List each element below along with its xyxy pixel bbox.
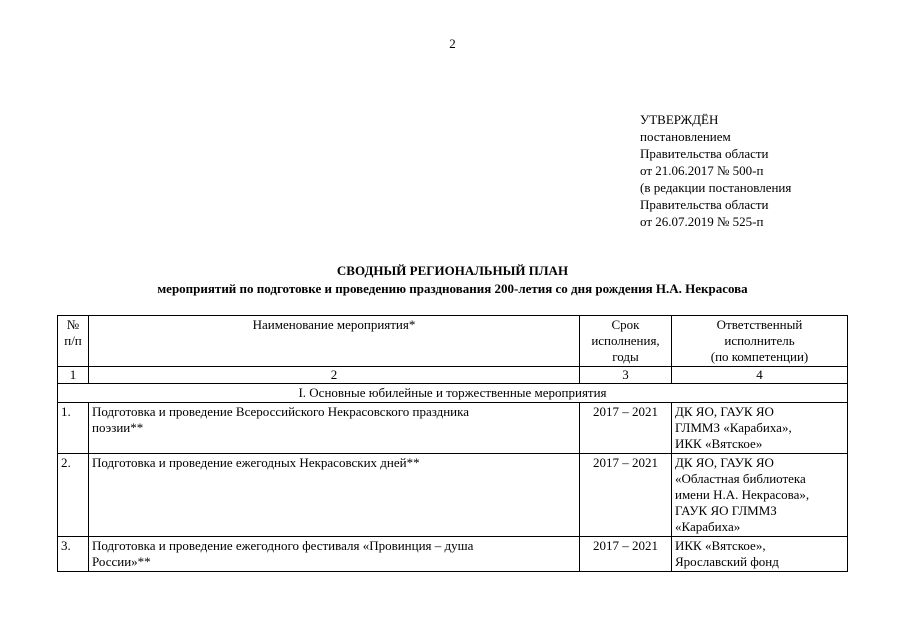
executor-line: ИКК «Вятское», bbox=[675, 538, 766, 553]
event-executor bbox=[672, 403, 848, 454]
section-title: I. Основные юбилейные и торжественные мероприятия bbox=[58, 384, 848, 403]
document-title: СВОДНЫЙ РЕГИОНАЛЬНЫЙ ПЛАН bbox=[336, 263, 569, 278]
executor-line: ДК ЯО, ГАУК ЯО bbox=[675, 455, 774, 470]
page-number: 2 bbox=[449, 36, 456, 51]
header-text: Наименование мероприятия* bbox=[252, 317, 416, 332]
row-number: 1. bbox=[58, 403, 89, 454]
column-number: 2 bbox=[89, 367, 580, 384]
executor-line: Ярославский фонд bbox=[675, 554, 779, 569]
executor-line: ГЛММЗ «Карабиха», bbox=[675, 420, 792, 435]
executor-line: «Карабиха» bbox=[675, 519, 741, 534]
event-term: 2017 – 2021 bbox=[580, 454, 672, 537]
table-row bbox=[58, 454, 848, 537]
approval-line: (в редакции постановления bbox=[640, 180, 792, 195]
executor-line: ИКК «Вятское» bbox=[675, 436, 763, 451]
event-name-line: поэзии** bbox=[92, 420, 144, 435]
section-row bbox=[58, 384, 848, 403]
event-name bbox=[89, 403, 580, 454]
header-text: п/п bbox=[64, 333, 82, 348]
header-text: исполнения, bbox=[591, 333, 660, 348]
column-number: 3 bbox=[580, 367, 672, 384]
row-number: 3. bbox=[58, 537, 89, 572]
header-text: годы bbox=[612, 349, 639, 364]
column-number-row bbox=[58, 367, 848, 384]
approval-line: Правительства области bbox=[640, 197, 769, 212]
event-name-line: Подготовка и проведение ежегодного фестиваля «Провинция – душа bbox=[92, 538, 474, 553]
approval-line: УТВЕРЖДЁН bbox=[640, 112, 719, 127]
table-row bbox=[58, 403, 848, 454]
table-header-row bbox=[58, 316, 848, 367]
header-executor bbox=[672, 316, 848, 367]
event-name bbox=[89, 537, 580, 572]
column-number: 1 bbox=[58, 367, 89, 384]
executor-line: ДК ЯО, ГАУК ЯО bbox=[675, 404, 774, 419]
table-row bbox=[58, 537, 848, 572]
event-term: 2017 – 2021 bbox=[580, 403, 672, 454]
approval-line: от 26.07.2019 № 525-п bbox=[640, 214, 764, 229]
approval-line: постановлением bbox=[640, 129, 731, 144]
event-name-line: России»** bbox=[92, 554, 151, 569]
event-term: 2017 – 2021 bbox=[580, 537, 672, 572]
event-name-line: Подготовка и проведение Всероссийского Некрасовского праздника bbox=[92, 404, 470, 419]
header-term bbox=[580, 316, 672, 367]
header-text: Ответственный bbox=[716, 317, 803, 332]
approval-line: от 21.06.2017 № 500-п bbox=[640, 163, 764, 178]
header-event-name bbox=[89, 316, 580, 367]
event-executor bbox=[672, 454, 848, 537]
header-text: исполнитель bbox=[724, 333, 795, 348]
column-number: 4 bbox=[672, 367, 848, 384]
executor-line: имени Н.А. Некрасова», bbox=[675, 487, 810, 502]
document-subtitle: мероприятий по подготовке и проведению празднования 200-летия со дня рождения Н.А. Некрасова bbox=[157, 281, 748, 296]
header-text: Срок bbox=[611, 317, 640, 332]
approval-stamp bbox=[640, 111, 791, 230]
header-text: № bbox=[66, 317, 80, 332]
header-text: (по компетенции) bbox=[710, 349, 809, 364]
event-name bbox=[89, 454, 580, 537]
plan-table bbox=[57, 315, 848, 572]
row-number: 2. bbox=[58, 454, 89, 537]
executor-line: «Областная библиотека bbox=[675, 471, 806, 486]
event-executor bbox=[672, 537, 848, 572]
header-number bbox=[58, 316, 89, 367]
executor-line: ГАУК ЯО ГЛММЗ bbox=[675, 503, 777, 518]
approval-line: Правительства области bbox=[640, 146, 769, 161]
event-name-line: Подготовка и проведение ежегодных Некрасовских дней** bbox=[92, 455, 420, 470]
